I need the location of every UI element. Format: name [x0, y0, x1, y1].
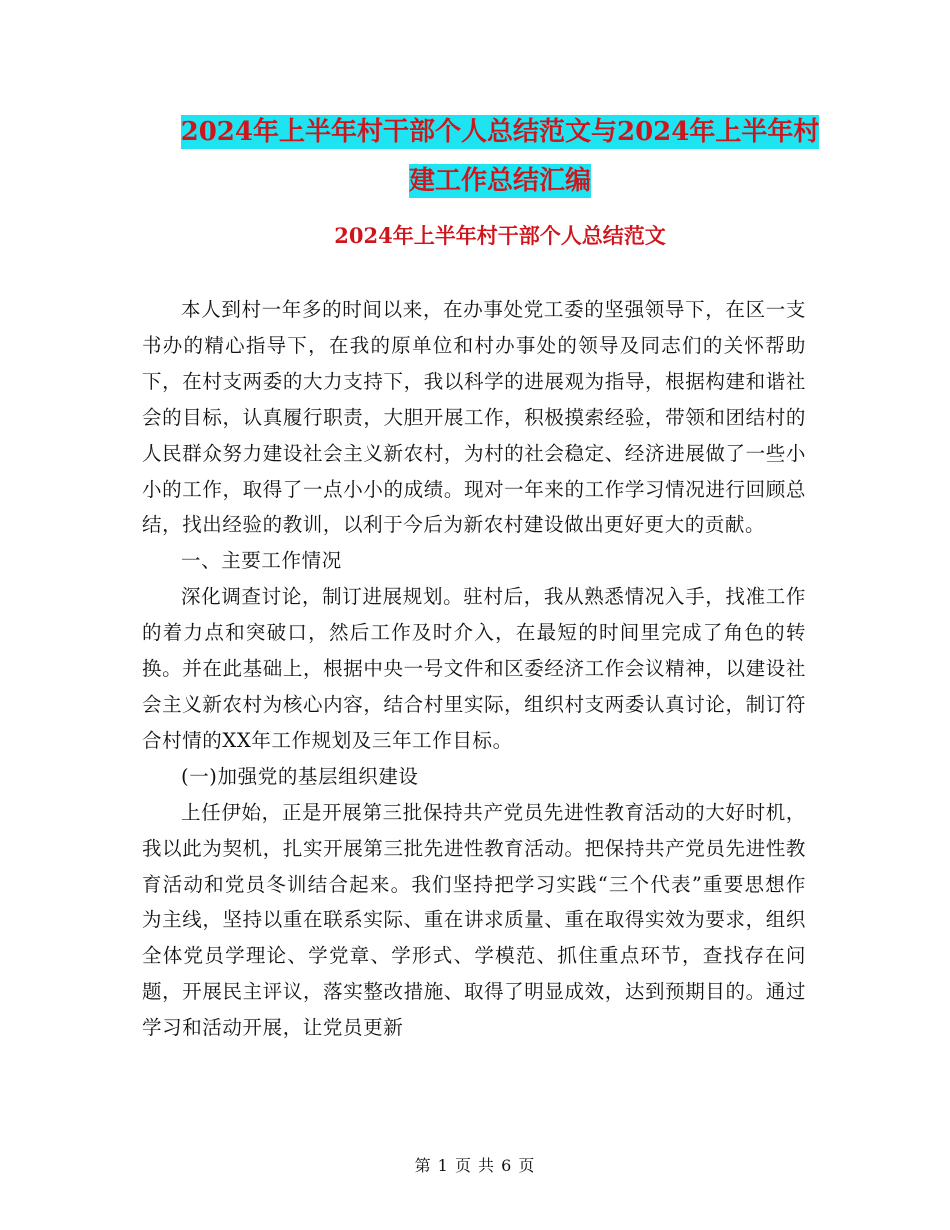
section-subtitle: 2024年上半年村干部个人总结范文: [334, 223, 666, 248]
paragraph-research: 深化调查讨论，制订进展规划。驻村后，我从熟悉情况入手，找准工作的着力点和突破口，然后工作及时介入，在最短的时间里完成了角色的转换。并在此基础上，根据中央一号文件和区委经济工作会议精神，以建设社会主义新农村为核心内容，结合村里实际，组织村支两委认真讨论，制订符合村情的XX年工作规划及三年工作目标。: [142, 585, 806, 752]
paragraph-intro: 本人到村一年多的时间以来，在办事处党工委的坚强领导下，在区一支书办的精心指导下，在我的原单位和村办事处的领导及同志们的关怀帮助下，在村支两委的大力支持下，我以科学的进展观为指导，根据构建和谐社会的目标，认真履行职责，大胆开展工作，积极摸索经验，带领和团结村的人民群众努力建设社会主义新农村，为村的社会稳定、经济进展做了一些小小的工作，取得了一点小小的成绩。现对一年来的工作学习情况进行回顾总结，找出经验的教训，以利于今后为新农村建设做出更好更大的贡献。: [142, 298, 806, 537]
document-title: [140, 108, 860, 206]
title-line-2: 建工作总结汇编: [408, 166, 591, 196]
heading-main-work: 一、主要工作情况: [181, 549, 342, 573]
footer-mid: 页 共: [454, 1156, 496, 1175]
paragraph-education: 上任伊始，正是开展第三批保持共产党员先进性教育活动的大好时机，我以此为契机，扎实开展第三批先进性教育活动。把保持共产党员先进性教育活动和党员冬训结合起来。我们坚持把学习实践“三个代表”重要思想作为主线，坚持以重在联系实际、重在讲求质量、重在取得实效为要求，组织全体党员学理论、学党章、学形式、学模范、抓住重点环节，查找存在问题，开展民主评议，落实整改措施、取得了明显成效，达到预期目的。通过学习和活动开展，让党员更新: [142, 800, 806, 1040]
footer-page-total: 6: [501, 1156, 513, 1175]
title-line-1: 2024年上半年村干部个人总结范文与2024年上半年村: [180, 117, 820, 147]
footer-suffix: 页: [518, 1156, 536, 1175]
heading-party-building: (一)加强党的基层组织建设: [181, 764, 419, 788]
document-body: [142, 292, 806, 1046]
page-footer: [0, 1153, 950, 1176]
footer-prefix: 第: [414, 1156, 432, 1175]
footer-page-current: 1: [437, 1156, 449, 1175]
